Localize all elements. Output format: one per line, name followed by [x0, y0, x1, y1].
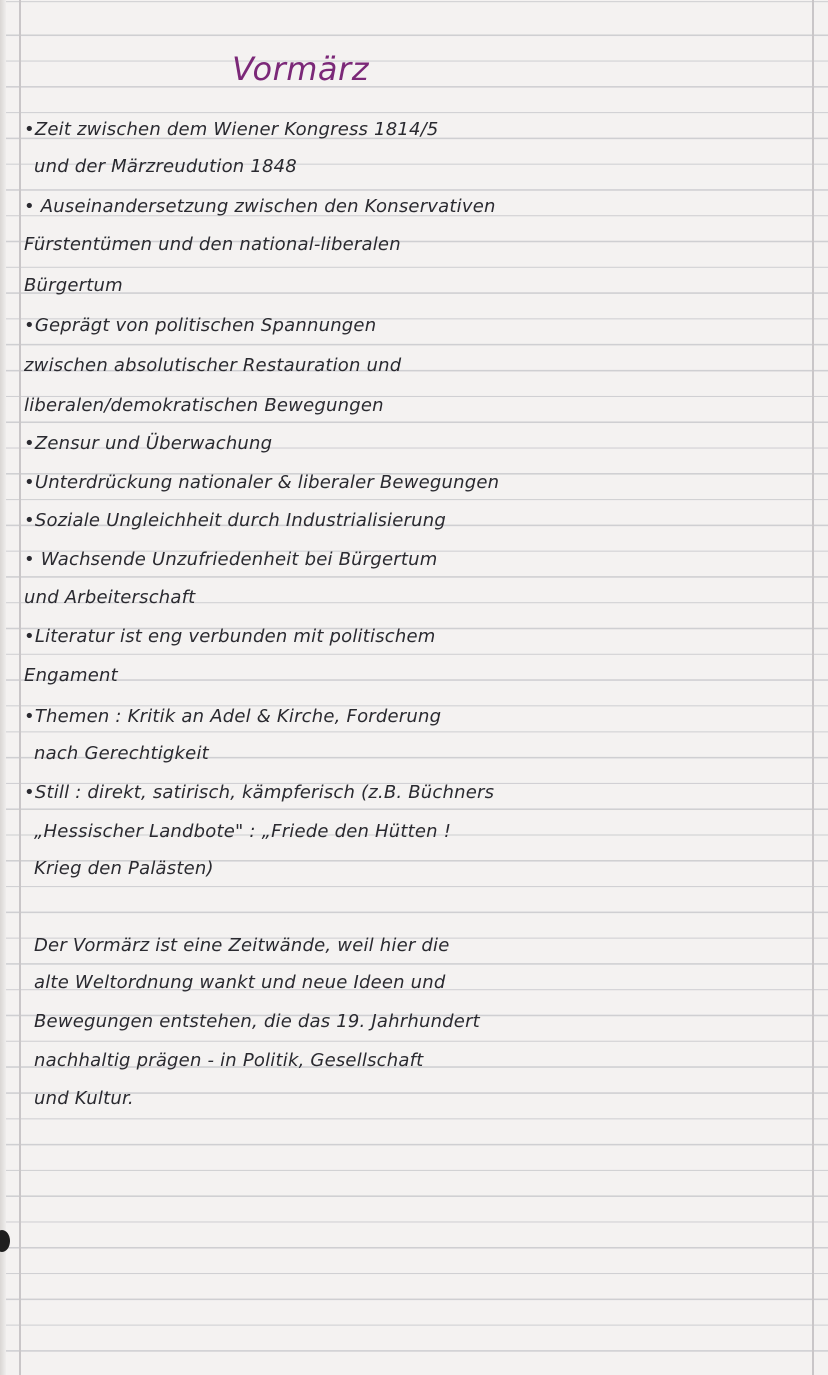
note-line: •Still : direkt, satirisch, kämpferisch (z.B. Büchners — [24, 782, 495, 803]
note-line: „Hessischer Landbote" : „Friede den Hütten ! — [34, 821, 452, 842]
summary-line: nachhaltig prägen - in Politik, Gesellschaft — [34, 1050, 424, 1071]
note-line: •Themen : Kritik an Adel & Kirche, Forderung — [24, 706, 442, 727]
note-line: • Wachsende Unzufriedenheit bei Bürgertum — [24, 549, 438, 570]
right-margin-line — [812, 0, 814, 1375]
note-line: liberalen/demokratischen Bewegungen — [24, 395, 384, 416]
summary-line: und Kultur. — [34, 1088, 134, 1109]
page-edge — [0, 0, 6, 1375]
note-line: •Zeit zwischen dem Wiener Kongress 1814/5 — [24, 119, 439, 140]
note-line: Fürstentümen und den national-liberalen — [24, 234, 401, 255]
note-line: • Auseinandersetzung zwischen den Konservativen — [24, 196, 496, 217]
note-line: •Soziale Ungleichheit durch Industrialisierung — [24, 510, 446, 531]
note-line: und der Märzreudution 1848 — [34, 156, 297, 177]
summary-line: alte Weltordnung wankt und neue Ideen und — [34, 972, 446, 993]
page-title: Vormärz — [232, 50, 369, 88]
note-line: Krieg den Palästen) — [34, 858, 214, 879]
punch-hole — [0, 1230, 10, 1252]
note-line: •Geprägt von politischen Spannungen — [24, 315, 377, 336]
note-line: zwischen absolutischer Restauration und — [24, 355, 402, 376]
note-line: Bürgertum — [24, 275, 123, 296]
summary-line: Bewegungen entstehen, die das 19. Jahrhundert — [34, 1011, 480, 1032]
note-line: und Arbeiterschaft — [24, 587, 196, 608]
note-line: Engament — [24, 665, 118, 686]
note-line: •Unterdrückung nationaler & liberaler Bewegungen — [24, 472, 500, 493]
note-line: •Literatur ist eng verbunden mit politischem — [24, 626, 436, 647]
summary-line: Der Vormärz ist eine Zeitwände, weil hier die — [34, 935, 450, 956]
left-margin-line — [19, 0, 21, 1375]
note-line: nach Gerechtigkeit — [34, 743, 209, 764]
note-line: •Zensur und Überwachung — [24, 433, 273, 454]
